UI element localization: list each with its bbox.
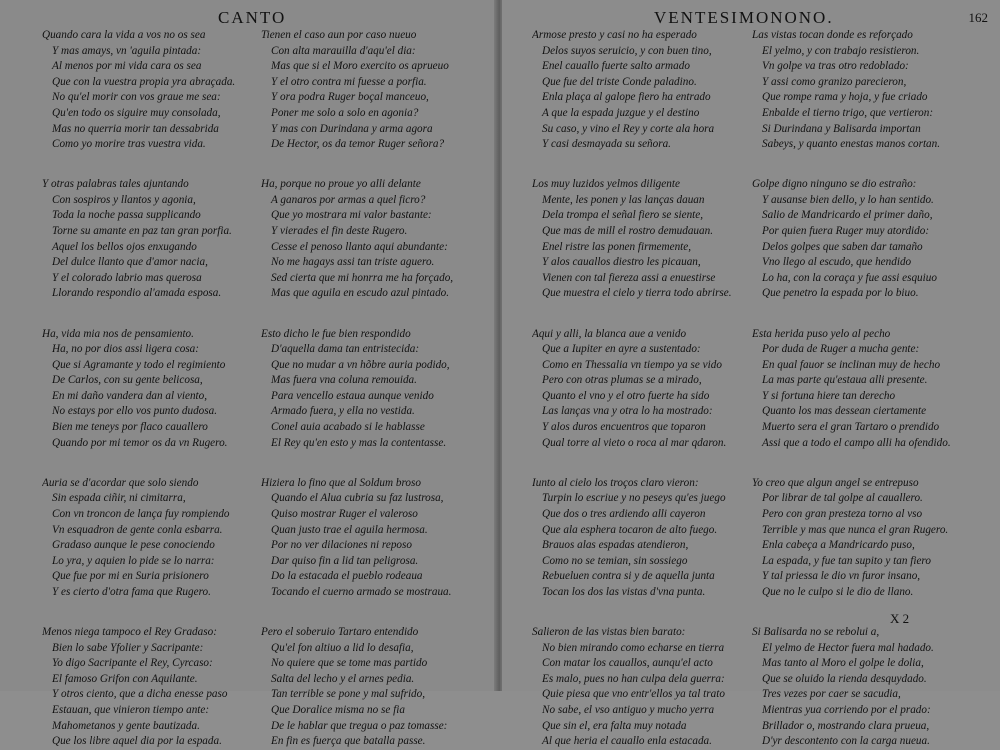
verse-line: Estauan, que vinieron tiempo ante: <box>52 703 210 716</box>
verse-line: Muerto sera el gran Tartaro o prendido <box>762 421 940 434</box>
running-head-left: CANTO <box>218 8 287 27</box>
stanza <box>42 625 257 750</box>
verse-line: Cesse el penoso llanto aqui abundante: <box>271 240 448 253</box>
verse-line: Con matar los cauallos, aunqu'el acto <box>542 657 713 670</box>
right-column-2 <box>752 28 996 750</box>
verse-line: Y es cierto d'otra fama que Rugero. <box>52 585 211 598</box>
verse-line: El famoso Grifon con Aquilante. <box>52 672 198 685</box>
verse-line: Con sospiros y llantos y agonia, <box>52 193 196 206</box>
verse-line: A que la espada juzgue y el destino <box>542 106 700 119</box>
verse-line: Mas que si el Moro exercito os aprueuo <box>271 60 449 73</box>
folio-number: 162 <box>968 10 988 25</box>
verse-line: Mas tanto al Moro el golpe le dolia, <box>762 657 924 670</box>
verse-line: Como yo morire tras vuestra vida. <box>52 138 206 151</box>
verse-line: Mente, les ponen y las lanças dauan <box>542 193 705 206</box>
verse-line: No bien mirando como echarse en tierra <box>542 641 725 654</box>
verse-line: Si Durindana y Balisarda importan <box>762 122 921 135</box>
verse-line: Qual torre al vieto o roca al mar qdaron. <box>542 436 727 449</box>
verse-line: Si Balisarda no se rebolui a, <box>752 626 880 638</box>
stanza <box>261 28 496 153</box>
verse-line: Enla cabeça a Mandricardo puso, <box>762 539 915 552</box>
verse-line: Que ala esphera tocaron de alto fuego. <box>542 523 718 536</box>
verse-line: El Rey qu'en esto y mas la contentasse. <box>271 436 447 449</box>
verse-line: La mas parte qu'estaua alli presente. <box>762 374 928 387</box>
verse-line: No estays por ello vos punto dudosa. <box>52 405 218 418</box>
verse-line: Para vencello estaua aunque venido <box>271 389 434 402</box>
verse-line: Y casi desmayada su señora. <box>542 138 671 151</box>
verse-line: Tres vezes por caer se sacudia, <box>762 688 901 701</box>
verse-line: El yelmo de Hector fuera mal hadado. <box>762 641 934 654</box>
verse-line: No sabe, el vso antiguo y mucho yerra <box>542 703 715 716</box>
verse-line: Que a Iupiter en ayre a sustentado: <box>542 343 701 356</box>
verse-line: Que dos o tres ardiendo alli cayeron <box>542 507 706 520</box>
verse-line: Tocando el cuerno armado se mostraua. <box>271 585 452 598</box>
verse-line: Vno llego al escudo, que hendido <box>762 256 912 269</box>
stanza <box>532 177 750 302</box>
verse-line: Que penetro la espada por lo biuo. <box>762 287 919 300</box>
verse-line: Dela trompa el señal fiero se siente, <box>542 209 704 222</box>
verse-line: Al menos por mi vida cara os sea <box>52 60 202 73</box>
verse-line: Con vn troncon de lança fuy rompiendo <box>52 507 230 520</box>
verse-line: Llorando respondio al'amada esposa. <box>52 287 222 300</box>
verse-line: Sin espada ciñir, ni cimitarra, <box>52 492 186 505</box>
verse-line: Hiziera lo fino que al Soldum broso <box>261 476 421 489</box>
verse-line: Salta del lecho y el arnes pedia. <box>271 672 415 685</box>
stanza <box>752 476 996 601</box>
stanza <box>752 177 996 302</box>
verse-line: Que sin el, era falta muy notada <box>542 719 687 732</box>
verse-line: Turpin lo escriue y no peseys qu'es juego <box>542 492 726 505</box>
verse-line: Quando cara la vida a vos no os sea <box>42 29 206 41</box>
stanza <box>42 327 257 452</box>
stanza <box>752 625 996 750</box>
verse-line: D'yr descontento con la carga nueua. <box>762 735 930 748</box>
verse-line: Quan justo trae el aguila hermosa. <box>271 523 428 536</box>
verse-line: En mi daño vandera dan al viento, <box>52 389 208 402</box>
verse-line: Gradaso aunque le pese conociendo <box>52 539 215 552</box>
verse-line: Que muestra el cielo y tierra todo abrirse. <box>542 287 732 300</box>
verse-line: Esto dicho le fue bien respondido <box>261 327 411 340</box>
verse-line: Salio de Mandricardo el primer daño, <box>762 209 933 222</box>
verse-line: Y tal priessa le dio vn furor insano, <box>762 570 921 583</box>
verse-line: Que no mudar a vn hõbre auria podido, <box>271 358 450 371</box>
verse-line: Por quien fuera Ruger muy atordido: <box>762 225 930 238</box>
verse-line: Y el otro contra mi fuesse a porfia. <box>271 75 427 88</box>
verse-line: Assi que a todo el campo alli ha ofendido. <box>762 436 951 449</box>
verse-line: Enel cauallo fuerte salto armado <box>542 60 690 73</box>
verse-line: Dar quiso fin a lid tan peligrosa. <box>271 554 419 567</box>
verse-line: Que mas de mill el rostro demudauan. <box>542 225 714 238</box>
stanza <box>752 28 996 153</box>
verse-line: Tienen el caso aun por caso nueuo <box>261 29 417 41</box>
verse-line: Do la estacada el pueblo rodeaua <box>271 570 423 583</box>
verse-line: Su caso, y vino el Rey y corte ala hora <box>542 122 715 135</box>
verse-line: Mas fuera vna coluna remouida. <box>271 374 417 387</box>
verse-line: Qu'en todo os siguire muy consolada, <box>52 106 221 119</box>
verse-line: No quiere que se tome mas partido <box>271 657 428 670</box>
verse-line: Poner me solo a solo en agonia? <box>271 106 419 119</box>
left-page <box>0 0 498 748</box>
stanza <box>261 177 496 302</box>
verse-line: De Hector, os da temor Ruger señora? <box>271 138 445 151</box>
verse-line: Bien lo sabe Yfolier y Sacripante: <box>52 641 204 654</box>
verse-line: Mientras yua corriendo por el prado: <box>762 703 931 716</box>
verse-line: En qual fauor se inclinan muy de hecho <box>762 358 941 371</box>
verse-line: Vn esquadron de gente conla esbarra. <box>52 523 223 536</box>
stanza <box>532 28 750 153</box>
verse-line: Y otros ciento, que a dicha enesse paso <box>52 688 228 701</box>
verse-line: Y vierades el fin deste Rugero. <box>271 225 408 238</box>
verse-line: Que los libre aquel dia por la espada. <box>52 735 222 748</box>
verse-line: Delos golpes que saben dar tamaño <box>762 240 923 253</box>
verse-line: La espada, y fue tan supito y tan fiero <box>762 554 931 567</box>
verse-line: Y ausanse bien dello, y lo han sentido. <box>762 193 934 206</box>
verse-line: Las vistas tocan donde es reforçado <box>752 29 913 41</box>
verse-line: Quie piesa que vno entr'ellos ya tal trato <box>542 688 725 701</box>
stanza <box>532 476 750 601</box>
verse-line: Armose presto y casi no ha esperado <box>532 29 697 41</box>
right-page <box>502 0 1000 748</box>
verse-line: Ha, porque no proue yo alli delante <box>261 178 421 191</box>
verse-line: Salieron de las vistas bien barato: <box>532 626 686 638</box>
verse-line: Sabeys, y quanto enestas manos cortan. <box>762 138 941 151</box>
left-column-2 <box>261 28 496 750</box>
verse-line: Tocan los dos las vistas d'vna punta. <box>542 585 706 598</box>
verse-line: Vn golpe va tras otro redoblado: <box>762 60 909 73</box>
verse-line: Aquel los bellos ojos enxugando <box>52 240 197 253</box>
verse-line: El yelmo, y con trabajo resistieron. <box>762 44 920 57</box>
verse-line: Rebueluen contra si y de aquella junta <box>542 570 715 583</box>
verse-line: Con alta marauilla d'aqu'el dia: <box>271 44 416 57</box>
stanza <box>42 177 257 302</box>
verse-line: Pero con gran presteza torno al vso <box>762 507 923 520</box>
verse-line: Y alos duros encuentros que toparon <box>542 421 706 434</box>
verse-line: A ganaros por armas a quel ficro? <box>271 193 426 206</box>
verse-line: No me hagays assi tan triste aguero. <box>271 256 435 269</box>
verse-line: Sed cierta que mi honrra me ha forçado, <box>271 271 454 284</box>
verse-line: Brillador o, mostrando clara prueua, <box>762 719 930 732</box>
verse-line: Y ora podra Ruger boçal manceuo, <box>271 91 429 104</box>
verse-line: Y mas amays, vn 'aguila pintada: <box>52 44 202 57</box>
verse-line: Delos suyos seruicio, y con buen tino, <box>542 44 712 57</box>
verse-line: Menos niega tampoco el Rey Gradaso: <box>42 626 217 638</box>
verse-line: Quanto el vno y el otro fuerte ha sido <box>542 389 710 402</box>
verse-line: Vienen con tal fiereza assi a enuestirse <box>542 271 716 284</box>
running-head-right: VENTESIMONONO. <box>654 8 834 27</box>
verse-line: Esta herida puso yelo al pecho <box>752 327 891 340</box>
verse-line: Que si Agramante y todo el regimiento <box>52 358 226 371</box>
verse-line: Mas que aguila en escudo azul pintado. <box>271 287 450 300</box>
verse-line: Quando el Alua cubria su faz lustrosa, <box>271 492 444 505</box>
verse-line: Golpe digno ninguno se dio estraño: <box>752 178 917 191</box>
stanza <box>532 625 750 750</box>
stanza <box>532 327 750 452</box>
verse-line: Es malo, pues no han culpa dela guerra: <box>542 672 725 685</box>
right-column-1 <box>532 28 750 750</box>
verse-line: Mas no querria morir tan dessabrida <box>52 122 219 135</box>
verse-line: Enbalde el tierno trigo, que vertieron: <box>762 106 934 119</box>
verse-line: Mahometanos y gente bautizada. <box>52 719 200 732</box>
verse-line: Que con la vuestra propia yra abraçada. <box>52 75 236 88</box>
verse-line: Tan terrible se pone y mal sufrido, <box>271 688 426 701</box>
verse-line: Auria se d'acordar que solo siendo <box>42 476 199 489</box>
verse-line: Que fue por mi en Suria prisionero <box>52 570 209 583</box>
verse-line: Y si fortuna hiere tan derecho <box>762 389 896 402</box>
verse-line: No qu'el morir con vos graue me sea: <box>52 91 221 104</box>
verse-line: Iunto al cielo los troços claro vieron: <box>532 476 699 489</box>
verse-line: De Carlos, con su gente belicosa, <box>52 374 203 387</box>
verse-line: Quanto los mas dessean ciertamente <box>762 405 927 418</box>
stanza <box>261 625 496 750</box>
verse-line: Que yo mostrara mi valor bastante: <box>271 209 432 222</box>
verse-line: Las lanças vna y otra lo ha mostrado: <box>542 405 713 418</box>
verse-line: Como no se temian, sin sossiego <box>542 554 688 567</box>
verse-line: Bien me teneys por flaco cauallero <box>52 421 208 434</box>
verse-line: Que rompe rama y hoja, y fue criado <box>762 91 928 104</box>
verse-line: Terrible y mas que nunca el gran Rugero. <box>762 523 949 536</box>
verse-line: Ha, vida mia nos de pensamiento. <box>42 327 194 340</box>
verse-line: Al que heria el cauallo enla estacada. <box>542 735 712 748</box>
verse-line: Armado fuera, y ella no vestida. <box>271 405 415 418</box>
verse-line: Por duda de Ruger a mucha gente: <box>762 343 920 356</box>
left-column-1 <box>42 28 257 750</box>
verse-line: Por no ver dilaciones ni reposo <box>271 539 412 552</box>
verse-line: Como en Thessalia vn tiempo ya se vido <box>542 358 722 371</box>
verse-line: Enel ristre las ponen firmemente, <box>542 240 692 253</box>
stanza <box>752 327 996 452</box>
verse-line: Pero con otras plumas se a mirado, <box>542 374 702 387</box>
verse-line: Quando por mi temor os da vn Rugero. <box>52 436 228 449</box>
verse-line: Aqui y alli, la blanca aue a venido <box>532 327 687 340</box>
verse-line: De le hablar que tregua o paz tomasse: <box>271 719 448 732</box>
verse-line: Y el colorado labrio mas querosa <box>52 271 202 284</box>
verse-line: Enla plaça al galope fiero ha entrado <box>542 91 711 104</box>
verse-line: Y alos cauallos diestro les picauan, <box>542 256 701 269</box>
verse-line: Del dulce llanto que d'amor nacia, <box>52 256 208 269</box>
stanza <box>42 476 257 601</box>
verse-line: Yo creo que algun angel se entrepuso <box>752 476 919 489</box>
stanza <box>261 476 496 601</box>
verse-line: Conel auia acabado si le hablasse <box>271 421 425 434</box>
verse-line: Pero el soberuio Tartaro entendido <box>261 626 419 638</box>
stanza <box>42 28 257 153</box>
verse-line: Yo digo Sacripante el Rey, Cyrcaso: <box>52 657 213 670</box>
verse-line: Quiso mostrar Ruger el valeroso <box>271 507 418 520</box>
verse-line: Por librar de tal golpe al cauallero. <box>762 492 923 505</box>
verse-line: Toda la noche passa supplicando <box>52 209 201 222</box>
verse-line: Y assi como granizo parecieron, <box>762 75 907 88</box>
verse-line: Torne su amante en paz tan gran porfia. <box>52 225 232 238</box>
verse-line: Y otras palabras tales ajuntando <box>42 178 189 191</box>
verse-line: Que Doralice misma no se fia <box>271 703 405 716</box>
verse-line: Que fue del triste Conde paladino. <box>542 75 697 88</box>
verse-line: Lo yra, y aquien lo pide se lo narra: <box>52 554 215 567</box>
verse-line: D'aquella dama tan entristecida: <box>271 343 420 356</box>
verse-line: En fin es fuerça que batalla passe. <box>271 735 426 748</box>
verse-line: Que no le culpo si le dio de llano. <box>762 585 914 598</box>
verse-line: Qu'el fon altiuo a lid lo desafia, <box>271 641 414 654</box>
verse-line: Lo ha, con la coraça y fue assi esquiuo <box>762 271 937 284</box>
verse-line: Los muy luzidos yelmos diligente <box>532 178 680 191</box>
verse-line: Y mas con Durindana y arma agora <box>271 122 433 135</box>
verse-line: Que se oluido la rienda desquydado. <box>762 672 927 685</box>
stanza <box>261 327 496 452</box>
verse-line: Ha, no por dios assi ligera cosa: <box>52 343 199 356</box>
signature-mark: X 2 <box>890 611 910 626</box>
verse-line: Brauos alas espadas atendieron, <box>542 539 689 552</box>
